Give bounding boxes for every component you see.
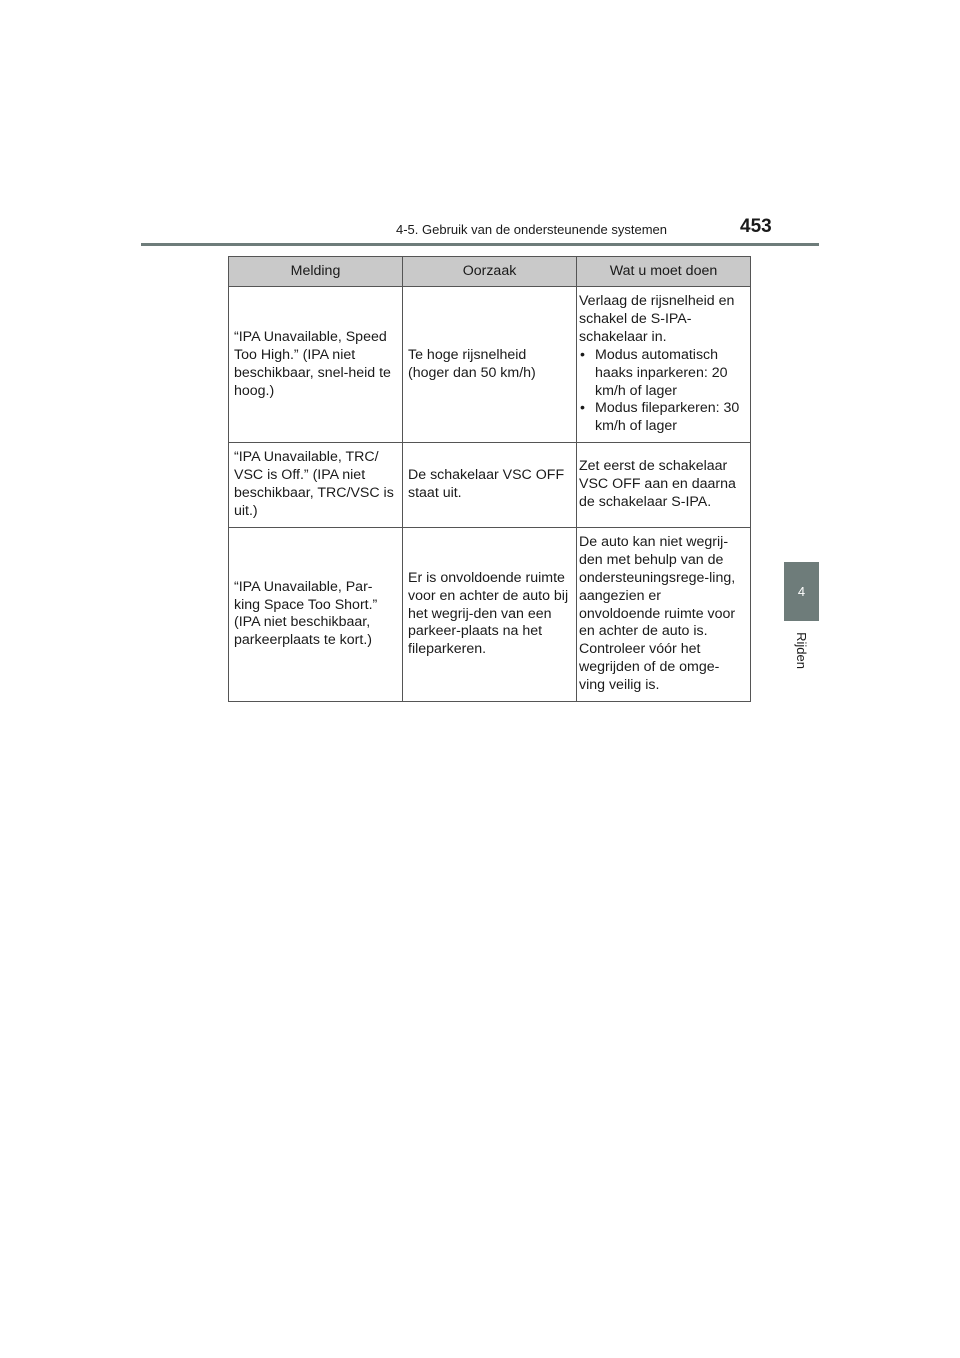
header-divider	[141, 243, 819, 246]
action-intro: Zet eerst de schakelaar VSC OFF aan en daarna de schakelaar S-IPA.	[579, 458, 736, 511]
list-item-text: Modus automatisch haaks inparkeren: 20 km/h of lager	[595, 346, 728, 399]
chapter-number: 4	[797, 584, 806, 599]
list-item	[579, 347, 744, 401]
page-number: 453	[740, 216, 772, 237]
message-cell: “IPA Unavailable, TRC/ VSC is Off.” (IPA niet beschikbaar, TRC/VSC is uit.)	[229, 443, 403, 528]
action-intro: Verlaag de rijsnelheid en schakel de S-IPA-schakelaar in.	[579, 293, 735, 345]
bullet-icon: •	[580, 346, 585, 363]
chapter-tab[interactable]	[784, 562, 819, 621]
list-item	[579, 400, 744, 436]
table-row	[229, 287, 751, 443]
cause-cell: Er is onvoldoende ruimte voor en achter de auto bij het wegrij-den van een parkeer-plaats na het fileparkeren.	[403, 527, 577, 701]
action-intro: De auto kan niet wegrij-den met behulp van de ondersteuningsrege-ling, aangezien er onvoldoende ruimte voor en achter de auto is. Controleer vóór het wegrijden of de omge-ving veilig is.	[579, 533, 736, 694]
table-row	[229, 527, 751, 701]
column-header-oorzaak: Oorzaak	[403, 257, 577, 287]
cause-cell: Te hoge rijsnelheid (hoger dan 50 km/h)	[403, 287, 577, 443]
action-bullet-list	[579, 347, 744, 437]
action-cell	[577, 527, 751, 701]
table-row	[229, 443, 751, 528]
messages-table	[228, 256, 751, 702]
section-title: 4-5. Gebruik van de ondersteunende systemen	[396, 222, 668, 237]
message-cell: “IPA Unavailable, Par-king Space Too Short.” (IPA niet beschikbaar, parkeerplaats te kort.)	[229, 527, 403, 701]
bullet-icon: •	[580, 400, 585, 417]
action-cell	[577, 443, 751, 528]
column-header-actie: Wat u moet doen	[577, 257, 751, 287]
message-cell: “IPA Unavailable, Speed Too High.” (IPA niet beschikbaar, snel-heid te hoog.)	[229, 287, 403, 443]
column-header-melding: Melding	[229, 257, 403, 287]
action-cell	[577, 287, 751, 443]
table-header-row	[229, 257, 751, 287]
chapter-label	[784, 626, 819, 674]
cause-cell: De schakelaar VSC OFF staat uit.	[403, 443, 577, 528]
list-item-text: Modus fileparkeren: 30 km/h of lager	[595, 400, 740, 435]
chapter-label-text: Rijden	[794, 631, 810, 669]
